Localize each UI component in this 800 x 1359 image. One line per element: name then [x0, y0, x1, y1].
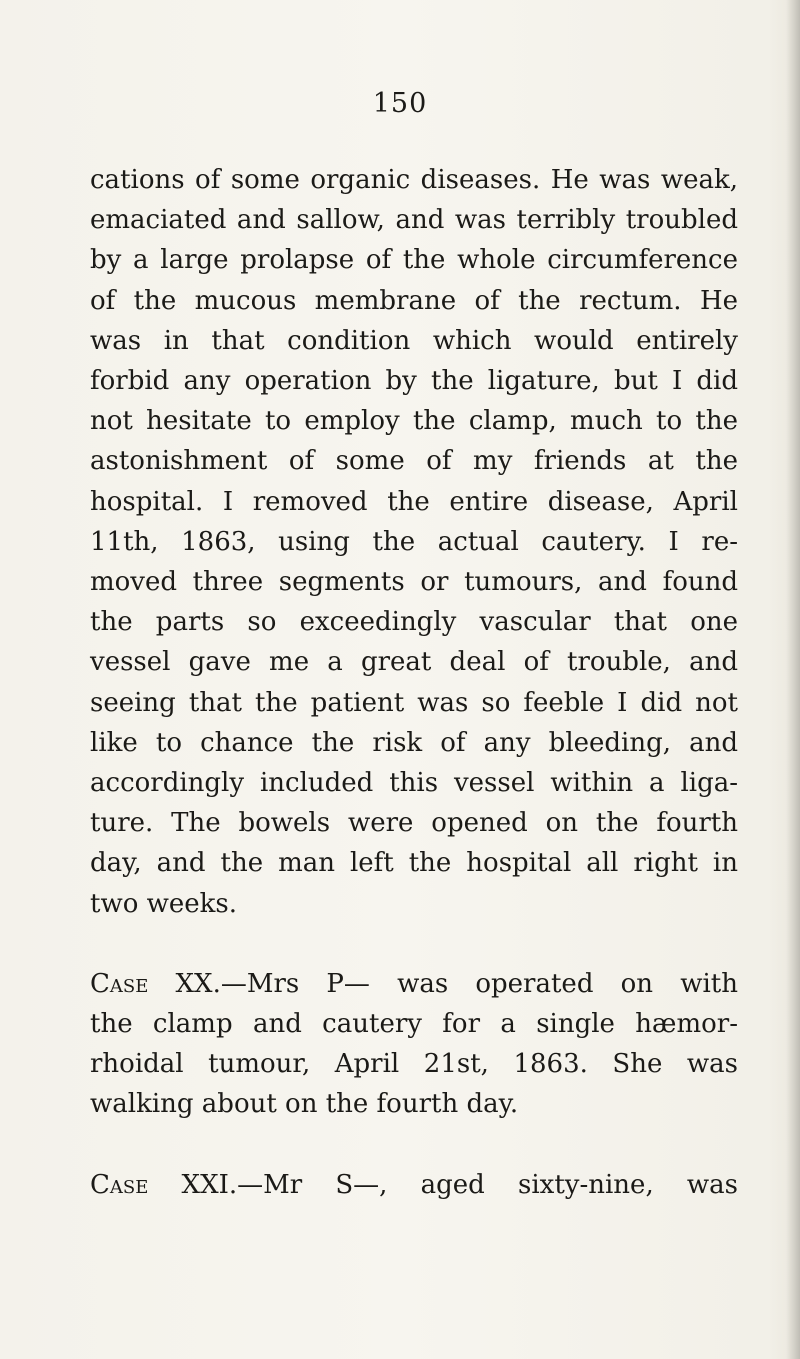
text-line: [90, 1165, 738, 1205]
case-heading: Case XX.: [90, 968, 221, 999]
text-line: two weeks.: [90, 888, 238, 919]
text-line: cations of some organic diseases. He was weak,: [90, 165, 738, 195]
text-line: 11th, 1863, using the actual cautery. I re-: [90, 526, 738, 557]
text-line: accordingly included this vessel within a liga-: [90, 768, 738, 799]
paragraph-case-xxi: [90, 1165, 738, 1205]
text-line: of the mucous membrane of the rectum. He: [90, 285, 738, 316]
text-line: the clamp and cautery for a single hæmor-: [90, 1009, 738, 1040]
paragraph-case-narrative: [90, 160, 738, 924]
page-number: 150: [372, 88, 428, 119]
text-line: not hesitate to employ the clamp, much to the: [90, 406, 738, 437]
text-line: was in that condition which would entirely: [90, 325, 738, 356]
text-line: seeing that the patient was so feeble I did not: [90, 687, 738, 718]
text-line: moved three segments or tumours, and found: [90, 567, 738, 598]
text-line: by a large prolapse of the whole circumference: [90, 245, 738, 276]
text-line: the parts so exceedingly vascular that one: [90, 607, 738, 638]
text-line: [90, 964, 738, 1004]
text-line: day, and the man left the hospital all right in: [90, 848, 738, 879]
case-line-text: —Mrs P— was operated on with: [220, 968, 738, 999]
case-heading: Case XXI.: [90, 1169, 238, 1200]
paragraph-gap: [90, 1125, 738, 1165]
text-line: hospital. I removed the entire disease, April: [90, 486, 738, 517]
text-line: forbid any operation by the ligature, but I did: [90, 366, 738, 397]
page-edge-shadow: [786, 0, 800, 1359]
text-line: emaciated and sallow, and was terribly troubled: [90, 205, 738, 236]
text-line: walking about on the fourth day.: [90, 1089, 519, 1120]
text-line: ture. The bowels were opened on the fourth: [90, 808, 738, 839]
text-line: astonishment of some of my friends at the: [90, 446, 738, 477]
text-line: rhoidal tumour, April 21st, 1863. She was: [90, 1049, 738, 1080]
text-line: vessel gave me a great deal of trouble, and: [90, 647, 738, 678]
body-text: [90, 160, 738, 1205]
case-line-text: —Mr S—, aged sixty-nine, was: [237, 1169, 738, 1200]
paragraph-gap: [90, 924, 738, 964]
paragraph-case-xx: [90, 964, 738, 1125]
text-line: like to chance the risk of any bleeding, and: [90, 727, 738, 758]
